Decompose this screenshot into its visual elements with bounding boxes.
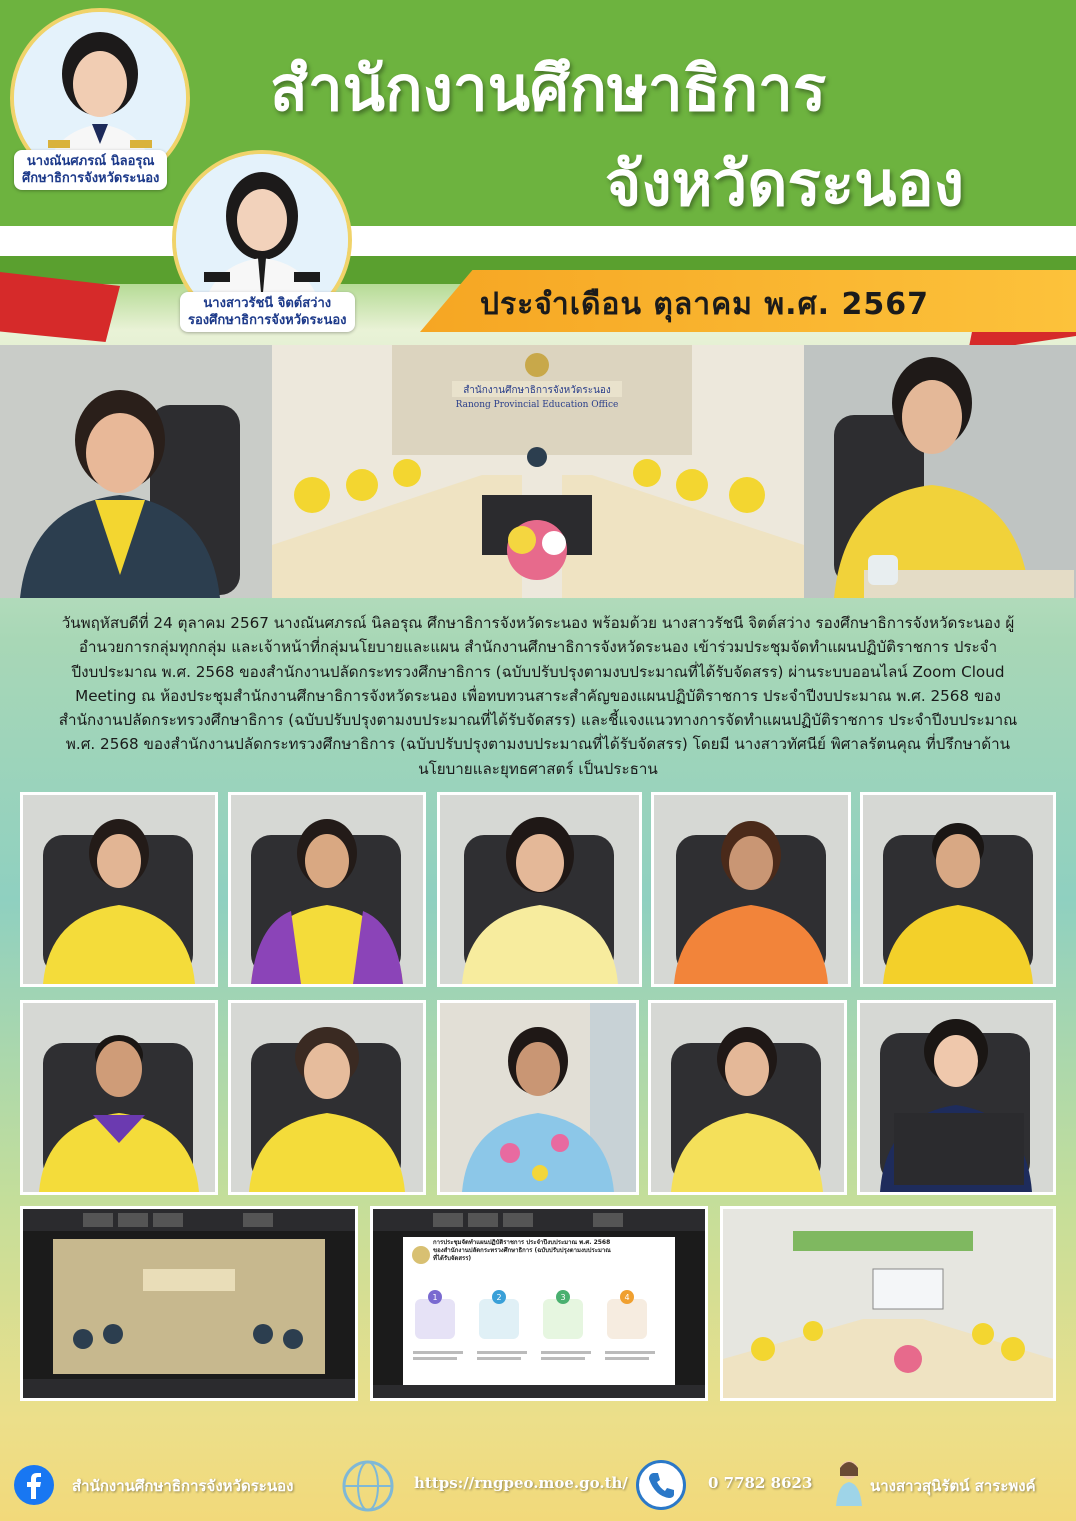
photo-director <box>0 345 272 598</box>
participant-illustration <box>863 795 1053 984</box>
author-avatar-icon <box>830 1456 868 1506</box>
participant-illustration <box>440 1003 636 1192</box>
participant-illustration <box>231 795 423 984</box>
deputy-position: รองศึกษาธิการจังหวัดระนอง <box>188 313 347 328</box>
slide-step-1: 1 <box>432 1293 438 1302</box>
month-label: ประจำเดือน ตุลาคม พ.ศ. 2567 <box>480 287 929 322</box>
director-name-tag <box>14 150 167 190</box>
slide-step-2: 2 <box>496 1293 502 1302</box>
photo-deputy <box>804 345 1076 598</box>
photo-meeting-room-illustration <box>272 345 804 598</box>
photo-meeting-wide <box>720 1206 1056 1401</box>
phone-icon[interactable] <box>636 1460 686 1510</box>
participant-illustration <box>654 795 848 984</box>
slide-screenshot-illustration <box>373 1209 705 1398</box>
meeting-sign-thai: สำนักงานศึกษาธิการจังหวัดระนอง <box>463 385 611 396</box>
participant-photo <box>648 1000 847 1195</box>
zoom-screenshot-illustration <box>23 1209 355 1398</box>
article-body: วันพฤหัสบดีที่ 24 ตุลาคม 2567 นางณันศภรณ์ นิลอรุณ ศึกษาธิการจังหวัดระนอง พร้อมด้วย นางสาวรัชนี จิตต์สว่าง รองศึกษาธิการจังหวัดระนอง ผู้อำนวยการกลุ่มทุกกลุ่ม และเจ้าหน้าที่กลุ่มนโยบายและแผน สำนักงานศึกษาธิการจังหวัดระนอง เข้าร่วมประชุมจัดทำแผนปฏิบัติราชการ ประจำปีงบประมาณ พ.ศ. 2568 ของสำนักงานปลัดกระทรวงศึกษาธิการ (ฉบับปรับปรุงตามงบประมาณที่ได้รับจัดสรร) ผ่านระบบออนไลน์ Zoom Cloud Meeting ณ ห้องประชุมสำนักงานศึกษาธิการจังหวัดระนอง เพื่อทบทวนสาระสำคัญของแผนปฏิบัติราชการ ประจำปีงบประมาณ พ.ศ. 2568 ของสำนักงานปลัดกระทรวงศึกษาธิการ (ฉบับปรับปรุงตามงบประมาณที่ได้รับจัดสรร) และชี้แจงแนวทางการจัดทำแผนปฏิบัติราชการ ประจำปีงบประมาณ พ.ศ. 2568 ของสำนักงานปลัดกระทรวงศึกษาธิการ (ฉบับปรับปรุงตามงบประมาณที่ได้รับจัดสรร) โดยมี นางสาวทัศนีย์ พิศาลรัตนคุณ ที่ปรึกษาด้านนโยบายและยุทธศาสตร์ เป็นประธาน <box>58 614 1018 778</box>
footer-website-link[interactable]: https://rngpeo.moe.go.th/ <box>414 1474 628 1492</box>
participant-photo <box>437 792 642 987</box>
footer-phone-number[interactable]: 0 7782 8623 <box>708 1474 813 1492</box>
participant-photo <box>20 792 218 987</box>
participant-illustration <box>231 1003 423 1192</box>
director-name: นางณันศภรณ์ นิลอรุณ <box>26 154 155 169</box>
participant-photo <box>20 1000 218 1195</box>
photo-meeting-room <box>272 345 804 598</box>
photo-deputy-illustration <box>804 345 1076 598</box>
participant-photo <box>228 792 426 987</box>
footer-facebook-page[interactable]: สำนักงานศึกษาธิการจังหวัดระนอง <box>72 1477 294 1495</box>
participant-illustration <box>23 1003 215 1192</box>
meeting-sign-english: Ranong Provincial Education Office <box>455 400 619 410</box>
participant-photo <box>228 1000 426 1195</box>
zoom-screenshot-room <box>20 1206 358 1401</box>
participant-illustration <box>440 795 639 984</box>
facebook-icon[interactable] <box>14 1465 54 1505</box>
slide-title: การประชุมจัดทำแผนปฏิบัติราชการ ประจำปีงบประมาณ พ.ศ. 2568 ของสำนักงานปลัดกระทรวงศึกษาธิการ (ฉบับปรับปรุงตามงบประมาณที่ได้รับจัดสรร) <box>433 1239 611 1262</box>
participant-illustration <box>23 795 215 984</box>
participant-photo <box>437 1000 639 1195</box>
director-position: ศึกษาธิการจังหวัดระนอง <box>22 171 160 186</box>
office-title-line2: จังหวัดระนอง <box>605 147 965 220</box>
slide-step-4: 4 <box>624 1293 630 1302</box>
footer-author-name: นางสาวสุนิรัตน์ สาระพงค์ <box>870 1477 1036 1495</box>
deputy-name: นางสาวรัชนี จิตต์สว่าง <box>203 296 332 311</box>
slide-step-3: 3 <box>560 1293 566 1302</box>
zoom-screenshot-slide <box>370 1206 708 1401</box>
globe-icon <box>338 1456 398 1516</box>
deputy-name-tag <box>180 292 355 332</box>
office-title-line1: สำนักงานศึกษาธิการ <box>270 52 827 125</box>
participant-illustration <box>651 1003 844 1192</box>
photo-director-illustration <box>0 345 272 598</box>
participant-illustration <box>860 1003 1053 1192</box>
participant-photo <box>857 1000 1056 1195</box>
participant-photo <box>860 792 1056 987</box>
photo-meeting-wide-illustration <box>723 1209 1053 1398</box>
participant-photo <box>651 792 851 987</box>
